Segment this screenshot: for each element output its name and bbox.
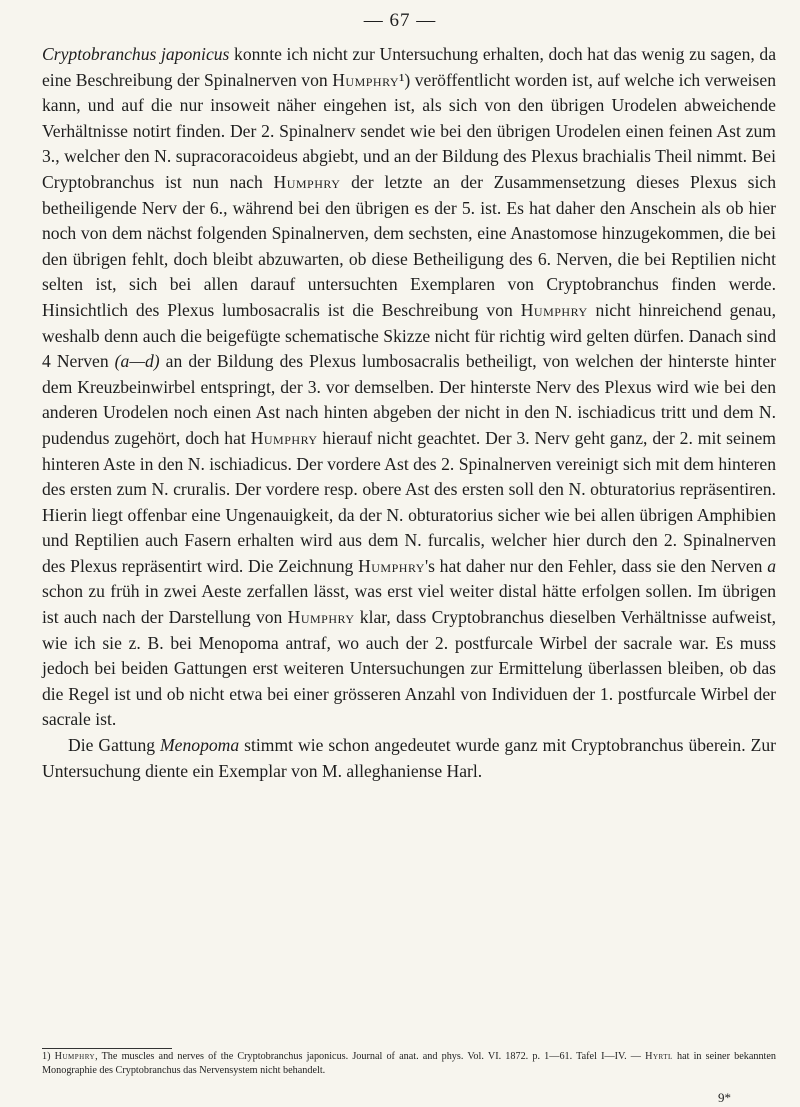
text-run: hat in seiner bekannten Monographie des Cryptobranchus das Nervensystem nicht behandelt. (42, 1051, 776, 1077)
italic-run: Cryptobranchus japonicus (42, 44, 230, 64)
footnote-rule (42, 1048, 172, 1049)
text-run: stimmt wie schon angedeutet wurde ganz mit Cryptobranchus überein. Zur Untersuchung diente ein Exemplar von M. alleghaniense Harl. (42, 735, 776, 781)
text-run: 1) (42, 1051, 55, 1062)
author-name: Humphry (250, 427, 318, 448)
italic-run: (a—d) (114, 351, 160, 372)
author-name: Humphry (273, 171, 341, 192)
author-name: Hyrtl (645, 1051, 673, 1062)
text-run: konnte ich nicht zur Untersuchung erhalten, doch hat das wenig zu sagen, da eine Beschreibung der Spinalnerven von (42, 44, 777, 90)
author-name: Humphry (358, 555, 425, 576)
text-run: schon zu früh in zwei Aeste zerfallen lässt, was erst viel weiter distal hätte erfolgen sollen. Im übrigen ist auch nach der Darstellung von (42, 581, 776, 628)
text-run: , The muscles and nerves of the Cryptobranchus japonicus. Journal of anat. and phys. Vol. VI. 1872. p. 1—61. Tafel I—IV. — (95, 1051, 646, 1062)
text-run: ¹) veröffentlicht worden ist, auf welche ich verweisen kann, und auf die nur insoweit näher eingehen ist, als sich von den übrigen Urodelen abweichende Verhältnisse notirt finden. Der 2. Spinalnerv sendet wie bei den übrigen Urodelen einen feinen Ast zum 3., welcher den N. supracoracoideus abgiebt, und an der Bildung des Plexus brachialis Theil nimmt. Bei Cryptobranchus ist nun nach (42, 69, 776, 192)
signature-mark: 9* (718, 1090, 731, 1105)
author-name: Humphry (287, 607, 355, 628)
paragraph (42, 42, 776, 733)
text-run: 's hat daher nur den Fehler, dass sie den Nerven (424, 555, 768, 576)
paragraph (42, 733, 776, 784)
author-name: Humphry (54, 1051, 96, 1062)
author-name: Humphry (520, 299, 588, 320)
footnote (42, 1050, 776, 1078)
text-run: nicht hinreichend genau, weshalb denn auch die beigefügte schematische Skizze nicht für richtig wird gelten dürfen. Danach sind 4 Nerven (42, 299, 777, 372)
text-run: Die Gattung (68, 735, 161, 756)
page-number: — 67 — (363, 10, 437, 31)
body-text (42, 42, 776, 784)
text-run: hierauf nicht geachtet. Der 3. Nerv geht ganz, der 2. mit seinem hinteren Aste in den N. ischiadicus. Der vordere Ast des 2. Spinalnerven vereinigt sich mit dem hinteren des ersten zum N. cruralis. Der vordere resp. obere Ast des ersten soll den N. obturatorius repräsentiren. Hierin liegt offenbar eine Ungenauigkeit, da der N. obturatorius sicher wie bei allen übrigen Amphibien und Reptilien auch Fasern erhalten wird aus dem N. furcalis, welcher hier durch den 2. Spinalnerven des Plexus repräsentirt wird. Die Zeichnung (42, 427, 776, 576)
italic-run: Menopoma (160, 735, 240, 756)
text-run: an der Bildung des Plexus lumbosacralis betheiligt, von welchen der hinterste hinter dem Kreuzbeinwirbel entspringt, der 3. vor demselben. Der hinterste Nerv des Plexus wird wie bei den anderen Urodelen noch einen Ast nach hinten abgeben der nicht in den N. ischiadicus tritt und dem N. pudendus zugehört, doch hat (42, 351, 776, 448)
text-run: der letzte an der Zusammensetzung dieses Plexus sich betheiligende Nerv der 6., während bei den übrigen es der 5. ist. Es hat daher den Anschein als ob hier noch von dem nächst folgenden Spinalnerven, dem sechsten, eine Anastomose hinzugekommen, die bei den übrigen fehlt, doch bleibt abzuwarten, ob diese Betheiligung des 6. Nerven, die bei Reptilien nicht selten ist, sich bei allen darauf untersuchten Exemplaren von Cryptobranchus finden werde. Hinsichtlich des Plexus lumbosacralis ist die Beschreibung von (42, 171, 777, 320)
author-name: Humphry (332, 69, 400, 90)
italic-run: a (767, 555, 776, 576)
text-run: klar, dass Cryptobranchus dieselben Verhältnisse aufweist, wie ich sie z. B. bei Menopoma antraf, wo auch der 2. postfurcale Wirbel der sacrale war. Es muss jedoch bei beiden Gattungen erst weiteren Untersuchungen zur Ermittelung überlassen bleiben, ob das die Regel ist und ob nicht etwa bei einer grösseren Anzahl von Individuen der 1. postfurcale Wirbel der sacrale ist. (42, 607, 776, 730)
